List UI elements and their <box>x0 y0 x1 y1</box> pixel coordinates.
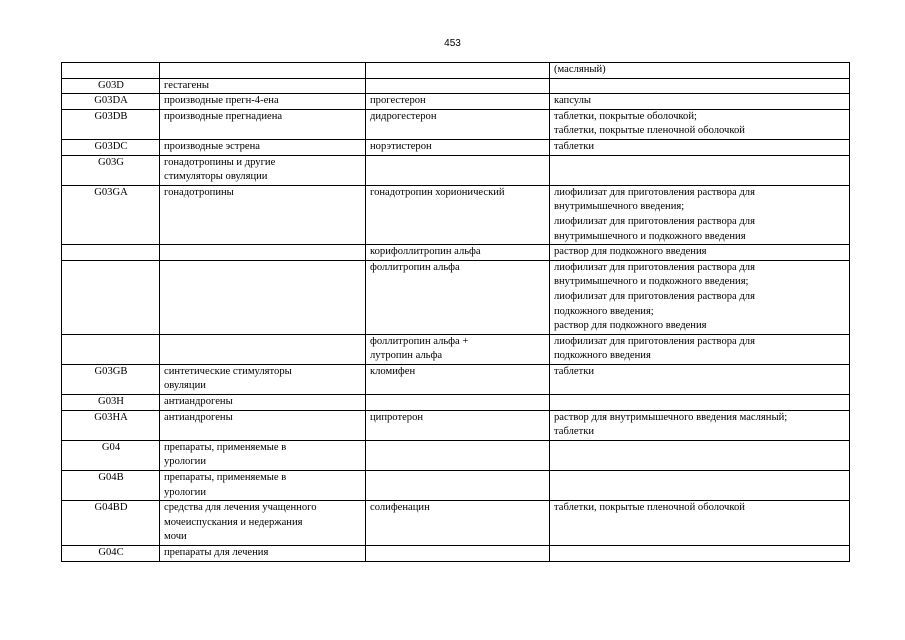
group-name-line: гестагены <box>164 79 210 91</box>
drug-name-line: гонадотропин хорионический <box>370 186 505 198</box>
dosage-form-line: (масляный) <box>554 64 606 75</box>
drug-name-line: корифоллитропин альфа <box>370 246 481 258</box>
dosage-form-cell <box>550 139 850 155</box>
atc-code-cell: G03DC <box>62 139 160 155</box>
dosage-form-cell <box>550 260 850 334</box>
drug-name-line: лутропин альфа <box>370 350 443 362</box>
dosage-form-cell <box>550 501 850 546</box>
drug-name-cell <box>366 440 550 470</box>
drug-name-cell <box>366 501 550 546</box>
group-name-cell <box>160 334 366 364</box>
atc-code-cell <box>62 63 160 79</box>
drug-name-line: прогестерон <box>370 95 426 107</box>
group-name-line: препараты, применяемые в <box>164 441 287 453</box>
dosage-form-cell <box>550 78 850 94</box>
dosage-form-cell <box>550 546 850 562</box>
dosage-form-line: таблетки <box>554 140 595 152</box>
group-name-line: стимуляторы овуляции <box>164 171 268 183</box>
group-name-cell <box>160 260 366 334</box>
table-row <box>62 410 850 440</box>
drug-name-cell <box>366 334 550 364</box>
group-name-line: гонадотропины и другие <box>164 156 276 168</box>
drug-name-cell <box>366 546 550 562</box>
atc-code-cell: G03GA <box>62 185 160 244</box>
group-name-cell <box>160 155 366 185</box>
dosage-form-line: таблетки <box>554 365 595 377</box>
group-name-line: мочи <box>164 531 187 543</box>
table-row <box>62 395 850 411</box>
group-name-line: гонадотропины <box>164 186 234 198</box>
dosage-form-line: внутримышечного и подкожного введения; <box>554 276 749 288</box>
dosage-form-cell <box>550 364 850 394</box>
group-name-cell <box>160 94 366 110</box>
table-row <box>62 94 850 110</box>
drug-name-line: солифенацин <box>370 502 430 514</box>
group-name-cell <box>160 471 366 501</box>
drug-name-cell <box>366 395 550 411</box>
table-row <box>62 440 850 470</box>
drug-name-line: фоллитропин альфа <box>370 261 460 273</box>
dosage-form-cell <box>550 109 850 139</box>
atc-code-cell <box>62 334 160 364</box>
atc-code-cell <box>62 260 160 334</box>
group-name-line: мочеиспускания и недержания <box>164 516 303 528</box>
atc-code-cell <box>62 245 160 261</box>
table-row <box>62 139 850 155</box>
drug-name-cell <box>366 260 550 334</box>
dosage-form-cell <box>550 155 850 185</box>
group-name-cell <box>160 546 366 562</box>
table-row <box>62 501 850 546</box>
dosage-form-cell <box>550 440 850 470</box>
atc-code-cell: G03D <box>62 78 160 94</box>
drug-name-line: кломифен <box>370 365 416 377</box>
dosage-form-cell <box>550 410 850 440</box>
table-row <box>62 364 850 394</box>
table-row <box>62 471 850 501</box>
dosage-form-line: внутримышечного введения; <box>554 201 685 213</box>
drug-name-cell <box>366 155 550 185</box>
table-row <box>62 185 850 244</box>
drug-name-line: ципротерон <box>370 411 424 423</box>
dosage-form-line: таблетки <box>554 426 595 438</box>
drug-name-cell <box>366 94 550 110</box>
drug-name-line: дидрогестерон <box>370 110 437 122</box>
group-name-line: производные прегн-4-ена <box>164 95 279 107</box>
dosage-form-line: раствор для подкожного введения <box>554 320 707 332</box>
group-name-cell <box>160 139 366 155</box>
dosage-form-line: лиофилизат для приготовления раствора для <box>554 186 755 198</box>
table-row <box>62 334 850 364</box>
group-name-line: препараты для лечения <box>164 547 269 558</box>
dosage-form-line: внутримышечного и подкожного введения <box>554 230 746 242</box>
group-name-cell <box>160 501 366 546</box>
group-name-cell <box>160 185 366 244</box>
atc-code-cell: G03DB <box>62 109 160 139</box>
dosage-form-line: подкожного введения <box>554 350 651 362</box>
drug-name-cell <box>366 410 550 440</box>
group-name-cell <box>160 395 366 411</box>
dosage-form-cell <box>550 334 850 364</box>
dosage-form-cell <box>550 245 850 261</box>
drug-name-cell <box>366 364 550 394</box>
dosage-form-cell <box>550 471 850 501</box>
group-name-cell <box>160 109 366 139</box>
drug-name-cell <box>366 185 550 244</box>
dosage-form-line: подкожного введения; <box>554 305 654 317</box>
group-name-line: препараты, применяемые в <box>164 472 287 484</box>
atc-code-cell: G04BD <box>62 501 160 546</box>
group-name-cell <box>160 440 366 470</box>
group-name-line: урологии <box>164 456 207 468</box>
dosage-form-cell <box>550 185 850 244</box>
drug-classification-table <box>61 62 850 562</box>
dosage-form-line: лиофилизат для приготовления раствора для <box>554 290 755 302</box>
drug-name-cell <box>366 139 550 155</box>
dosage-form-line: капсулы <box>554 95 592 107</box>
atc-code-cell: G04 <box>62 440 160 470</box>
drug-name-cell <box>366 471 550 501</box>
table-row <box>62 155 850 185</box>
table-row <box>62 245 850 261</box>
dosage-form-line: раствор для внутримышечного введения масляный; <box>554 411 788 423</box>
drug-name-cell <box>366 63 550 79</box>
group-name-line: антиандрогены <box>164 411 233 423</box>
atc-code-cell: G03HA <box>62 410 160 440</box>
dosage-form-line: таблетки, покрытые пленочной оболочкой <box>554 502 745 514</box>
dosage-form-line: лиофилизат для приготовления раствора для <box>554 335 755 347</box>
group-name-cell <box>160 410 366 440</box>
drug-name-line: фоллитропин альфа + <box>370 335 469 347</box>
dosage-form-line: раствор для подкожного введения <box>554 246 707 258</box>
group-name-line: производные эстрена <box>164 140 260 152</box>
group-name-cell <box>160 78 366 94</box>
table-row <box>62 109 850 139</box>
group-name-line: синтетические стимуляторы <box>164 365 292 377</box>
drug-name-cell <box>366 109 550 139</box>
table-row <box>62 546 850 562</box>
atc-code-cell: G03G <box>62 155 160 185</box>
group-name-line: производные прегнадиена <box>164 110 283 122</box>
group-name-line: урологии <box>164 486 207 498</box>
atc-code-cell: G03DA <box>62 94 160 110</box>
group-name-line: средства для лечения учащенного <box>164 502 317 514</box>
atc-code-cell: G04B <box>62 471 160 501</box>
page-number: 453 <box>444 38 461 49</box>
atc-code-cell: G04C <box>62 546 160 562</box>
table-row <box>62 260 850 334</box>
drug-name-cell <box>366 245 550 261</box>
group-name-line: овуляции <box>164 380 206 392</box>
dosage-form-line: таблетки, покрытые оболочкой; <box>554 110 697 122</box>
dosage-form-line: лиофилизат для приготовления раствора для <box>554 215 755 227</box>
group-name-line: антиандрогены <box>164 396 233 408</box>
dosage-form-cell <box>550 395 850 411</box>
drug-name-cell <box>366 78 550 94</box>
table-body <box>62 63 850 562</box>
table-row <box>62 63 850 79</box>
group-name-cell <box>160 63 366 79</box>
dosage-form-line: таблетки, покрытые пленочной оболочкой <box>554 125 745 137</box>
dosage-form-cell <box>550 63 850 79</box>
dosage-form-cell <box>550 94 850 110</box>
atc-code-cell: G03GB <box>62 364 160 394</box>
group-name-cell <box>160 364 366 394</box>
table-row <box>62 78 850 94</box>
group-name-cell <box>160 245 366 261</box>
drug-name-line: норэтистерон <box>370 140 432 152</box>
atc-code-cell: G03H <box>62 395 160 411</box>
dosage-form-line: лиофилизат для приготовления раствора для <box>554 261 755 273</box>
